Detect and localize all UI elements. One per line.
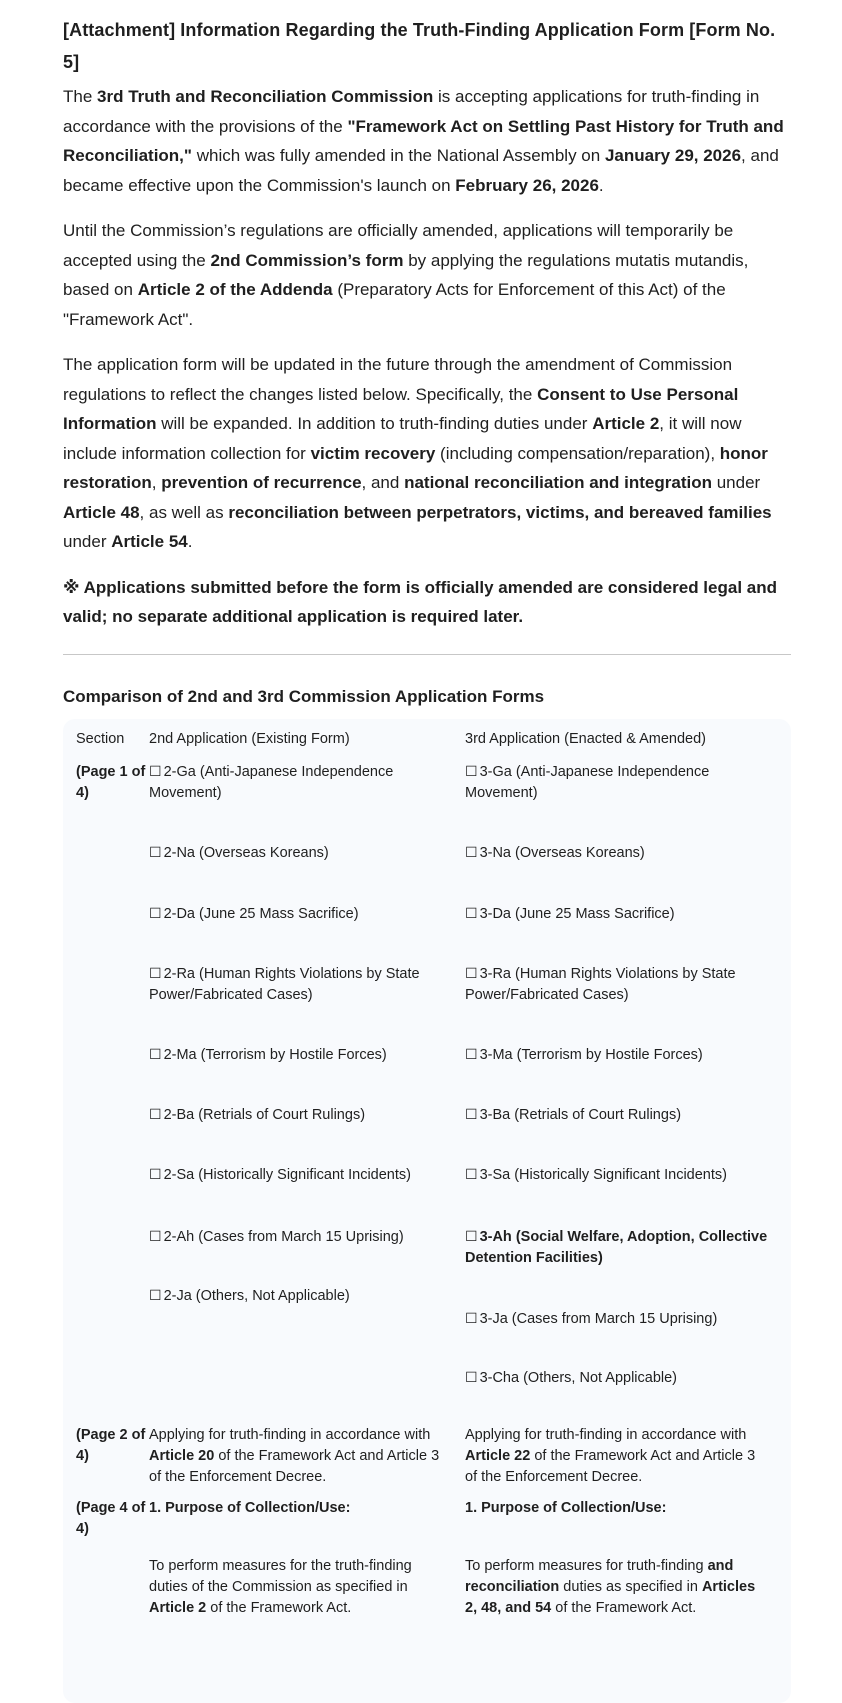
checkbox-icon[interactable]: ☐ (149, 763, 162, 780)
checkbox-icon[interactable]: ☐ (149, 1287, 162, 1304)
cell-third (465, 1556, 781, 1642)
cell-third (465, 1045, 781, 1105)
table-title: Comparison of 2nd and 3rd Commission Application Forms (63, 686, 545, 706)
text-run: To perform measures for truth-finding (465, 1557, 708, 1574)
text-run: To perform measures for the truth-finding duties of the Commission as specified in (149, 1557, 412, 1595)
cell-second (149, 1227, 465, 1286)
checkbox-icon[interactable]: ☐ (465, 1046, 478, 1063)
bold-run: Articles 2, 48, and 54 (465, 1578, 756, 1616)
bold-run: Article 2 of the Addenda (137, 280, 333, 299)
checkbox-icon[interactable]: ☐ (149, 1166, 162, 1183)
bold-run: Article 22 (465, 1447, 531, 1464)
table-row (63, 762, 791, 843)
category-label: 3-Cha (Others, Not Applicable) (479, 1369, 678, 1386)
bold-run: "Framework Act on Settling Past History for Truth and Reconciliation," (63, 116, 784, 165)
header-second: 2nd Application (Existing Form) (149, 730, 350, 747)
bold-run: February 26, 2026 (455, 175, 599, 195)
comparison-table (63, 719, 791, 1703)
text-run: Applying for truth-finding in accordance with (465, 1426, 747, 1443)
table-row (63, 1105, 791, 1165)
cell-third (465, 1227, 781, 1286)
checkbox-icon[interactable]: ☐ (149, 844, 162, 861)
purpose-label: 1. Purpose of Collection/Use: (149, 1499, 351, 1516)
table-row (63, 1498, 791, 1556)
text-run: The application form will be updated in the future through the amendment of Commission regulations to reflect the changes listed below. Specifically, the (63, 355, 733, 404)
cell-third (465, 1105, 781, 1165)
category-label: 2-Ja (Others, Not Applicable) (163, 1287, 350, 1304)
checkbox-icon[interactable]: ☐ (465, 1228, 478, 1245)
bold-run: victim recovery (310, 443, 436, 463)
section-divider (63, 654, 791, 655)
bold-run: and reconciliation (465, 1557, 734, 1595)
category-label: 3-Ra (Human Rights Violations by State Power/Fabricated Cases) (465, 965, 736, 1003)
cell-second (149, 904, 465, 964)
text-run: The (63, 87, 98, 106)
text-run: (Preparatory Acts for Enforcement of this Act) of the "Framework Act". (63, 280, 726, 329)
section-empty (63, 1165, 149, 1227)
cell-second (149, 1105, 465, 1165)
category-label: 2-Ba (Retrials of Court Rulings) (163, 1106, 366, 1123)
checkbox-icon[interactable]: ☐ (149, 1228, 162, 1245)
table-row (63, 1227, 791, 1286)
checkbox-icon[interactable]: ☐ (465, 763, 478, 780)
text-run: by applying the regulations mutatis mutandis, based on (63, 250, 749, 299)
bold-run: 2nd Commission’s form (210, 250, 404, 270)
purpose-label: 1. Purpose of Collection/Use: (465, 1499, 667, 1516)
bold-run: Article 2 (592, 414, 660, 433)
text-run: under (712, 473, 761, 492)
table-row (63, 1309, 791, 1368)
section-empty (63, 1309, 149, 1368)
text-run: , and became effective upon the Commission's launch on (63, 146, 779, 195)
checkbox-icon[interactable]: ☐ (465, 1106, 478, 1123)
cell-second (149, 843, 465, 904)
category-label: 3-Ma (Terrorism by Hostile Forces) (479, 1046, 703, 1063)
text-run: , as well as (139, 502, 229, 522)
cell-second (149, 1286, 465, 1309)
text-run: of the Framework Act and Article 3 of the Enforcement Decree. (465, 1447, 756, 1485)
checkbox-icon[interactable]: ☐ (149, 1046, 162, 1063)
cell-third (465, 904, 781, 964)
cell-second (149, 1309, 465, 1368)
section-empty (63, 1227, 149, 1286)
header-third: 3rd Application (Enacted & Amended) (465, 730, 707, 747)
category-label: 2-Ah (Cases from March 15 Uprising) (163, 1228, 404, 1245)
document-heading: [Attachment] Information Regarding the Truth-Finding Application Form [Form No. 5] (63, 20, 776, 72)
category-label: 2-Ma (Terrorism by Hostile Forces) (163, 1046, 387, 1063)
cell-second (149, 762, 465, 843)
section-page-2: (Page 2 of 4) (76, 1426, 146, 1464)
bold-run: Article 54 (111, 532, 188, 551)
table-row (63, 1286, 791, 1309)
section-page-1: (Page 1 of 4) (76, 763, 146, 801)
bold-run: national reconciliation and integration (404, 473, 712, 492)
category-label: 3-Da (June 25 Mass Sacrifice) (479, 905, 675, 922)
table-row (63, 1556, 791, 1642)
next-table-edge (63, 1650, 791, 1662)
text-run: Until the Commission’s regulations are officially amended, applications will temporarily be accepted using the (63, 221, 734, 270)
table-row (63, 904, 791, 964)
text-run: , it will now include information collection for (63, 414, 742, 463)
bold-run: Article 48 (63, 502, 140, 522)
cell-third (465, 762, 781, 843)
cell-second (149, 1045, 465, 1105)
table-row (63, 1045, 791, 1105)
bold-run: Consent to Use Personal Information (63, 384, 739, 433)
category-label: 2-Sa (Historically Significant Incidents) (163, 1166, 411, 1183)
cell-second (149, 1425, 465, 1498)
section-page-4: (Page 4 of 4) (76, 1499, 146, 1537)
cell-third (465, 1309, 781, 1368)
cell-third (465, 1286, 781, 1309)
cell-second (149, 1556, 465, 1642)
category-label: 2-Da (June 25 Mass Sacrifice) (163, 905, 359, 922)
category-label: 2-Na (Overseas Koreans) (163, 844, 329, 861)
bold-run: Article 20 (149, 1447, 215, 1464)
section-empty (63, 843, 149, 904)
section-empty (63, 1105, 149, 1165)
text-run: of the Framework Act. (551, 1599, 697, 1616)
category-label: 3-Ja (Cases from March 15 Uprising) (479, 1310, 718, 1327)
category-label: 3-Ba (Retrials of Court Rulings) (479, 1106, 682, 1123)
table-row (63, 1165, 791, 1227)
document-page (63, 14, 791, 1703)
category-label: 2-Ra (Human Rights Violations by State Power/Fabricated Cases) (149, 965, 420, 1003)
bold-run: reconciliation between perpetrators, victims, and bereaved families (228, 502, 772, 522)
text-run: of the Framework Act and Article 3 of the Enforcement Decree. (149, 1447, 440, 1485)
cell-third (465, 1165, 781, 1227)
category-label: 3-Ga (Anti-Japanese Independence Movement) (465, 763, 710, 801)
text-run: (including compensation/reparation), (435, 443, 720, 463)
update-paragraph (63, 350, 791, 557)
cell-second (149, 964, 465, 1045)
category-label: 2-Ga (Anti-Japanese Independence Movement) (149, 763, 394, 801)
validity-note: ※ Applications submitted before the form is officially amended are considered legal and valid; no separate additional application is required later. (63, 577, 777, 626)
checkbox-icon[interactable]: ☐ (465, 1166, 478, 1183)
text-run: which was fully amended in the National Assembly on (191, 146, 605, 165)
cell-third (465, 964, 781, 1045)
checkbox-icon[interactable]: ☐ (465, 1310, 478, 1327)
cell-third (465, 1368, 781, 1425)
checkbox-icon[interactable]: ☐ (149, 965, 162, 982)
interim-paragraph (63, 216, 791, 334)
checkbox-icon[interactable]: ☐ (465, 965, 478, 982)
intro-paragraph (63, 82, 791, 200)
table-row (63, 843, 791, 904)
text-run: duties as specified in (559, 1578, 702, 1595)
text-run: is accepting applications for truth-finding in accordance with the provisions of the (63, 87, 760, 136)
cell-second (149, 1368, 465, 1425)
table-row (63, 1368, 791, 1425)
table-row (63, 964, 791, 1045)
text-run: of the Framework Act. (206, 1599, 352, 1616)
text-run: . (598, 175, 604, 195)
cell-third (465, 1498, 781, 1556)
category-label: 3-Na (Overseas Koreans) (479, 844, 645, 861)
checkbox-icon[interactable]: ☐ (149, 905, 162, 922)
bold-run: 3rd Truth and Reconciliation Commission (97, 87, 434, 106)
section-empty (63, 1286, 149, 1309)
checkbox-icon[interactable]: ☐ (149, 1106, 162, 1123)
header-section: Section (76, 730, 125, 747)
cell-second (149, 1498, 465, 1556)
cell-second (149, 1165, 465, 1227)
section-empty (63, 904, 149, 964)
table-row (63, 1425, 791, 1498)
text-run: , and (361, 473, 405, 492)
text-run: . (187, 532, 193, 551)
bold-run: prevention of recurrence (161, 473, 362, 492)
text-run: under (63, 532, 112, 551)
section-empty (63, 964, 149, 1045)
text-run: , (151, 473, 162, 492)
checkbox-icon[interactable]: ☐ (465, 844, 478, 861)
bold-run: Article 2 (149, 1599, 207, 1616)
bold-run: January 29, 2026 (604, 146, 742, 165)
checkbox-icon[interactable]: ☐ (465, 905, 478, 922)
section-empty (63, 1368, 149, 1425)
text-run: will be expanded. In addition to truth-finding duties under (156, 414, 593, 433)
text-run: Applying for truth-finding in accordance with (149, 1426, 431, 1443)
checkbox-icon[interactable]: ☐ (465, 1369, 478, 1386)
table-header-row (63, 723, 791, 762)
category-label-new: 3-Ah (Social Welfare, Adoption, Collective Detention Facilities) (465, 1228, 768, 1266)
section-empty (63, 1556, 149, 1642)
bold-run: honor restoration (63, 443, 768, 492)
cell-third (465, 1425, 781, 1498)
cell-third (465, 843, 781, 904)
section-empty (63, 1045, 149, 1105)
category-label: 3-Sa (Historically Significant Incidents) (479, 1166, 727, 1183)
